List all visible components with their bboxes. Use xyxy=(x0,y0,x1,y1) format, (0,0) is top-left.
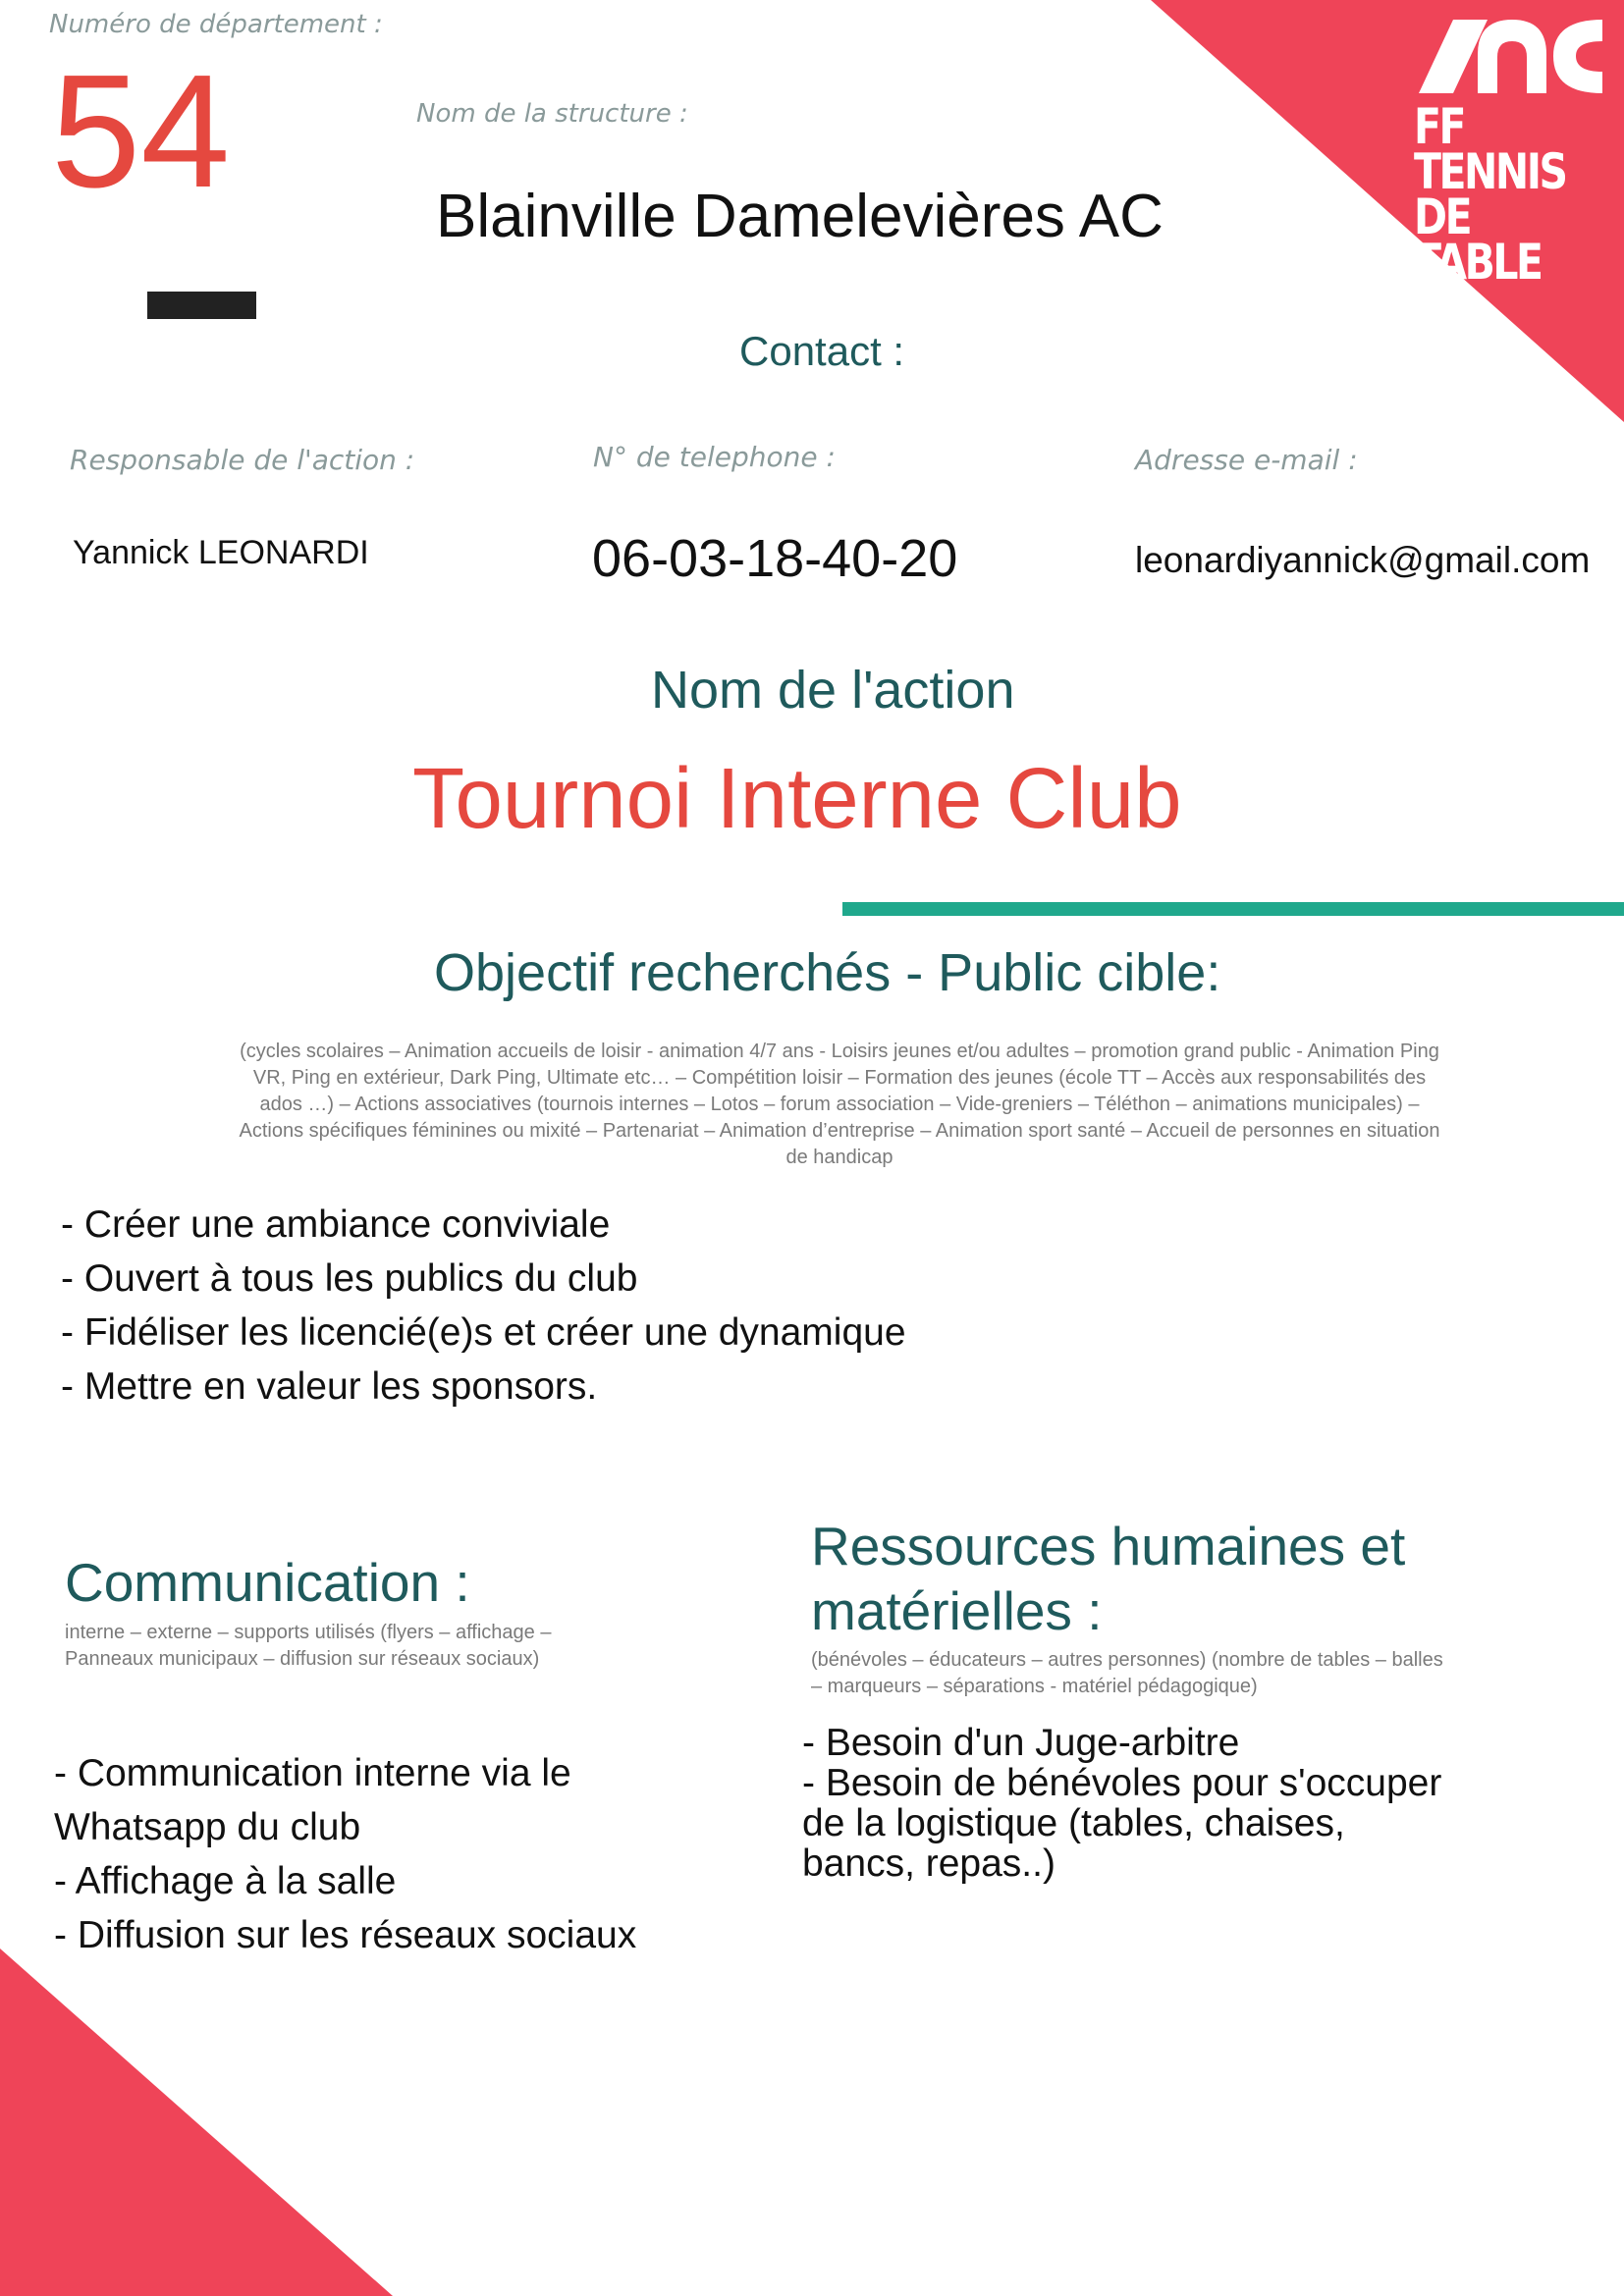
list-item: - Diffusion sur les réseaux sociaux xyxy=(54,1914,637,1956)
resources-hint xyxy=(811,1647,1443,1700)
resources-heading-line-2: matérielles : xyxy=(811,1580,1103,1641)
department-number: 54 xyxy=(51,41,231,221)
responsible-label: Responsable de l'action : xyxy=(70,444,415,476)
phone-value: 06-03-18-40-20 xyxy=(592,529,958,588)
structure-name: Blainville Damelevières AC xyxy=(436,183,1164,250)
action-name: Tournoi Interne Club xyxy=(412,751,1182,846)
list-item: Whatsapp du club xyxy=(54,1806,361,1848)
communication-hint xyxy=(65,1620,551,1673)
list-item: - Communication interne via le xyxy=(54,1752,571,1794)
list-item: bancs, repas..) xyxy=(802,1842,1056,1885)
hint-line: – marqueurs – séparations - matériel pédagogique) xyxy=(811,1676,1258,1697)
phone-label: N° de telephone : xyxy=(593,441,836,473)
email-value: leonardiyannick@gmail.com xyxy=(1135,540,1591,580)
logo-line-2: DE TABLE xyxy=(1414,188,1542,291)
objectives-heading: Objectif recherchés - Public cible: xyxy=(434,943,1221,1002)
list-item: - Mettre en valeur les sponsors. xyxy=(61,1365,598,1408)
list-item: - Affichage à la salle xyxy=(54,1860,397,1902)
redacted-bar xyxy=(147,292,256,319)
objectives-list xyxy=(61,1198,906,1414)
resources-list xyxy=(802,1723,1441,1884)
hint-line: interne – externe – supports utilisés (flyers – affichage – xyxy=(65,1622,552,1643)
hint-line: VR, Ping en extérieur, Dark Ping, Ultimate etc… – Compétition loisir – Formation des jeunes (école TT – Accès aux responsabilités des xyxy=(252,1067,1427,1089)
resources-heading xyxy=(811,1514,1405,1643)
structure-label: Nom de la structure : xyxy=(416,99,688,129)
email-label: Adresse e-mail : xyxy=(1135,444,1358,476)
hint-line: Actions spécifiques féminines ou mixité – Partenariat – Animation d’entreprise – Animation sport santé – Accueil de personnes en situation xyxy=(239,1120,1440,1142)
list-item: de la logistique (tables, chaises, xyxy=(802,1802,1345,1844)
resources-heading-line-1: Ressources humaines et xyxy=(811,1516,1406,1576)
department-label: Numéro de département : xyxy=(49,10,383,39)
logo-text xyxy=(1414,98,1575,291)
communication-list xyxy=(54,1746,636,1962)
hint-line: (bénévoles – éducateurs – autres personnes) (nombre de tables – balles xyxy=(811,1649,1443,1671)
list-item: - Ouvert à tous les publics du club xyxy=(61,1257,638,1300)
teal-divider xyxy=(842,902,1624,916)
hint-line: Panneaux municipaux – diffusion sur réseaux sociaux) xyxy=(65,1648,540,1670)
contact-heading: Contact : xyxy=(739,328,905,374)
list-item: - Besoin d'un Juge-arbitre xyxy=(802,1722,1240,1764)
objectives-hint xyxy=(147,1039,1532,1171)
hint-line: (cycles scolaires – Animation accueils de loisir - animation 4/7 ans - Loisirs jeunes et/ou adultes – promotion grand public - Animation Ping xyxy=(240,1041,1439,1062)
hint-line: de handicap xyxy=(785,1147,893,1168)
communication-heading: Communication : xyxy=(65,1552,470,1613)
list-item: - Fidéliser les licencié(e)s et créer une dynamique xyxy=(61,1311,906,1354)
list-item: - Créer une ambiance conviviale xyxy=(61,1203,611,1246)
action-label: Nom de l'action xyxy=(651,661,1015,720)
hint-line: ados …) – Actions associatives (tournois internes – Lotos – forum association – Vide-greniers – Téléthon – animations municipales) – xyxy=(259,1094,1420,1115)
logo-line-1: FF TENNIS xyxy=(1414,98,1566,200)
list-item: - Besoin de bénévoles pour s'occuper xyxy=(802,1762,1442,1804)
responsible-value: Yannick LEONARDI xyxy=(73,534,369,571)
